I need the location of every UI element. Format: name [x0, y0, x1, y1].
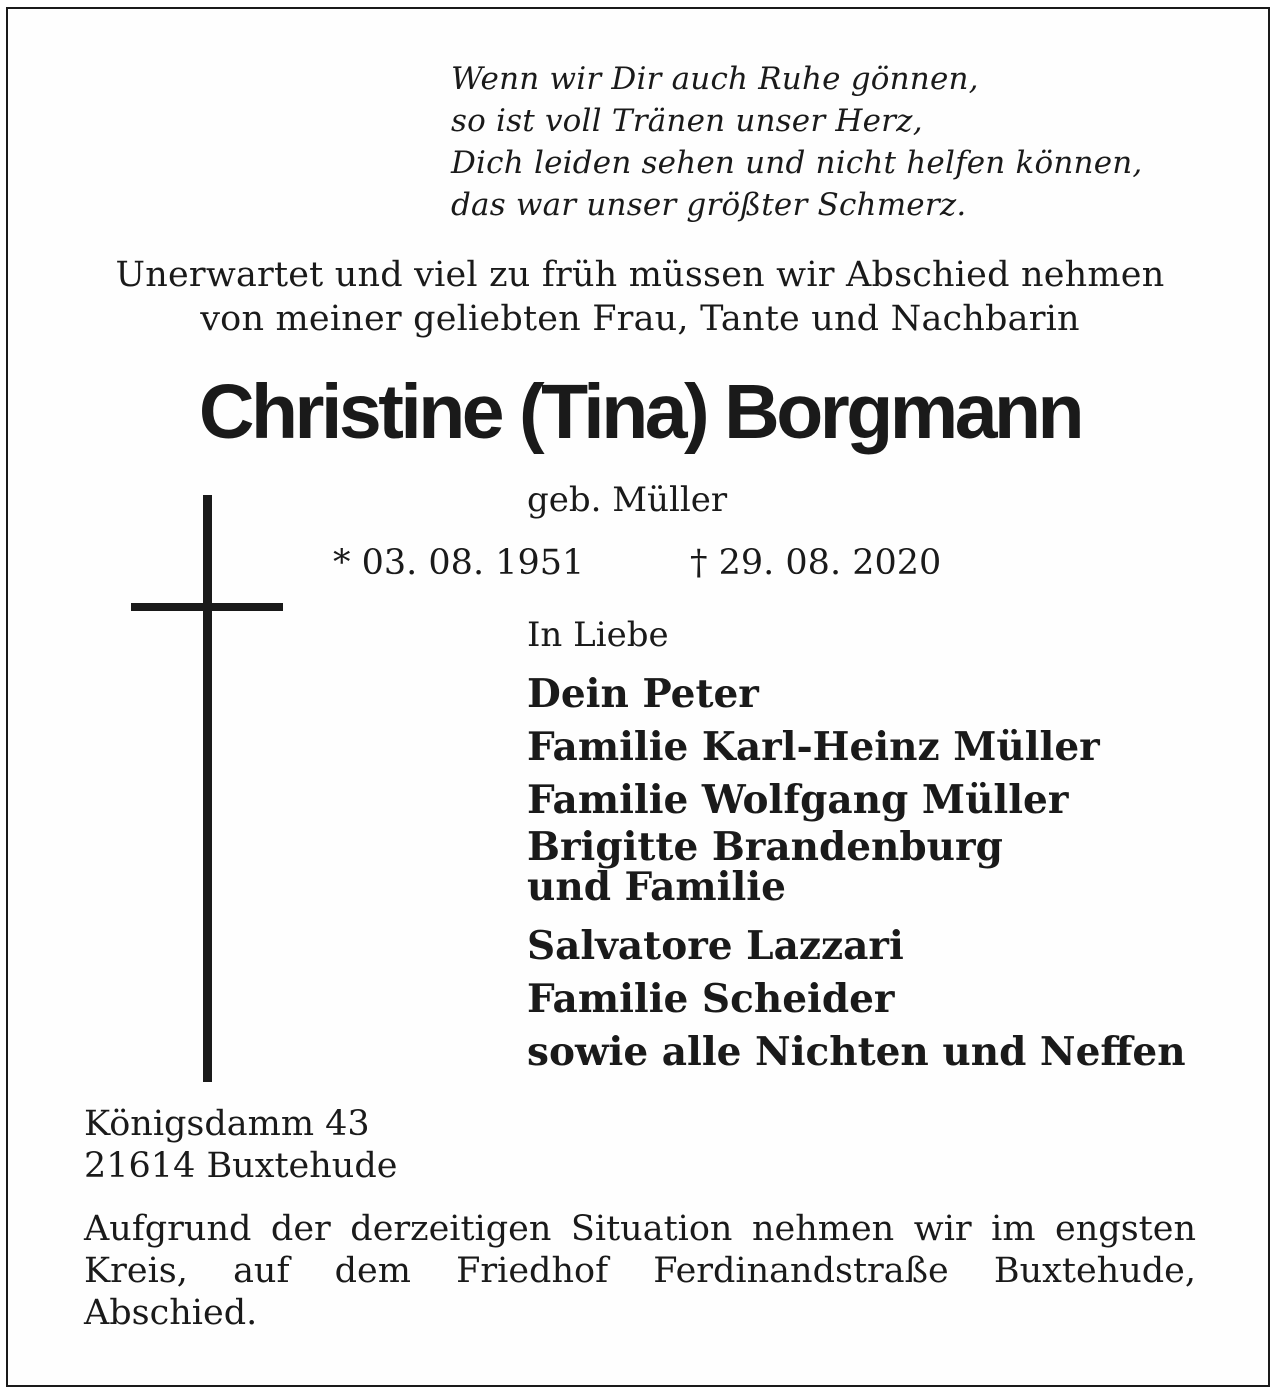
poem-line: das war unser größter Schmerz.	[451, 187, 967, 223]
birth-date: * 03. 08. 1951	[333, 543, 585, 583]
mourner-name: Familie Karl-Heinz Müller	[527, 724, 1100, 770]
mourner-name: sowie alle Nichten und Neffen	[527, 1029, 1186, 1075]
mourner-name: Brigitte Brandenburg	[527, 824, 1003, 870]
cross-vertical-bar	[203, 495, 212, 1082]
address-city: 21614 Buxtehude	[84, 1146, 398, 1186]
poem-line: so ist voll Tränen unser Herz,	[451, 103, 923, 139]
maiden-name: geb. Müller	[527, 480, 728, 520]
death-date: † 29. 08. 2020	[690, 543, 942, 583]
mourners-intro: In Liebe	[527, 615, 669, 655]
poem-line: Wenn wir Dir auch Ruhe gönnen,	[451, 61, 979, 97]
mourner-name: und Familie	[527, 864, 786, 910]
intro-line: Unerwartet und viel zu früh müssen wir Abschied nehmen	[115, 255, 1165, 295]
mourner-name: Familie Scheider	[527, 976, 895, 1022]
poem-line: Dich leiden sehen und nicht helfen können,	[451, 145, 1143, 181]
mourner-name: Dein Peter	[527, 671, 759, 717]
cross-horizontal-bar	[131, 603, 283, 611]
address-street: Königsdamm 43	[84, 1104, 370, 1144]
poem	[451, 58, 1251, 226]
address	[84, 1103, 397, 1187]
mourner-name: Familie Wolfgang Müller	[527, 777, 1069, 823]
deceased-name: Christine (Tina) Borgmann	[198, 369, 1082, 455]
mourners-list	[527, 668, 1186, 1079]
mourner-name: Salvatore Lazzari	[527, 923, 904, 969]
funeral-notice: Aufgrund der derzeitigen Situation nehmen wir im engsten Kreis, auf dem Friedhof Ferdinandstraße Buxtehude, Abschied.	[84, 1209, 1196, 1333]
intro-line: von meiner geliebten Frau, Tante und Nachbarin	[200, 299, 1080, 339]
intro-text	[40, 253, 1240, 341]
